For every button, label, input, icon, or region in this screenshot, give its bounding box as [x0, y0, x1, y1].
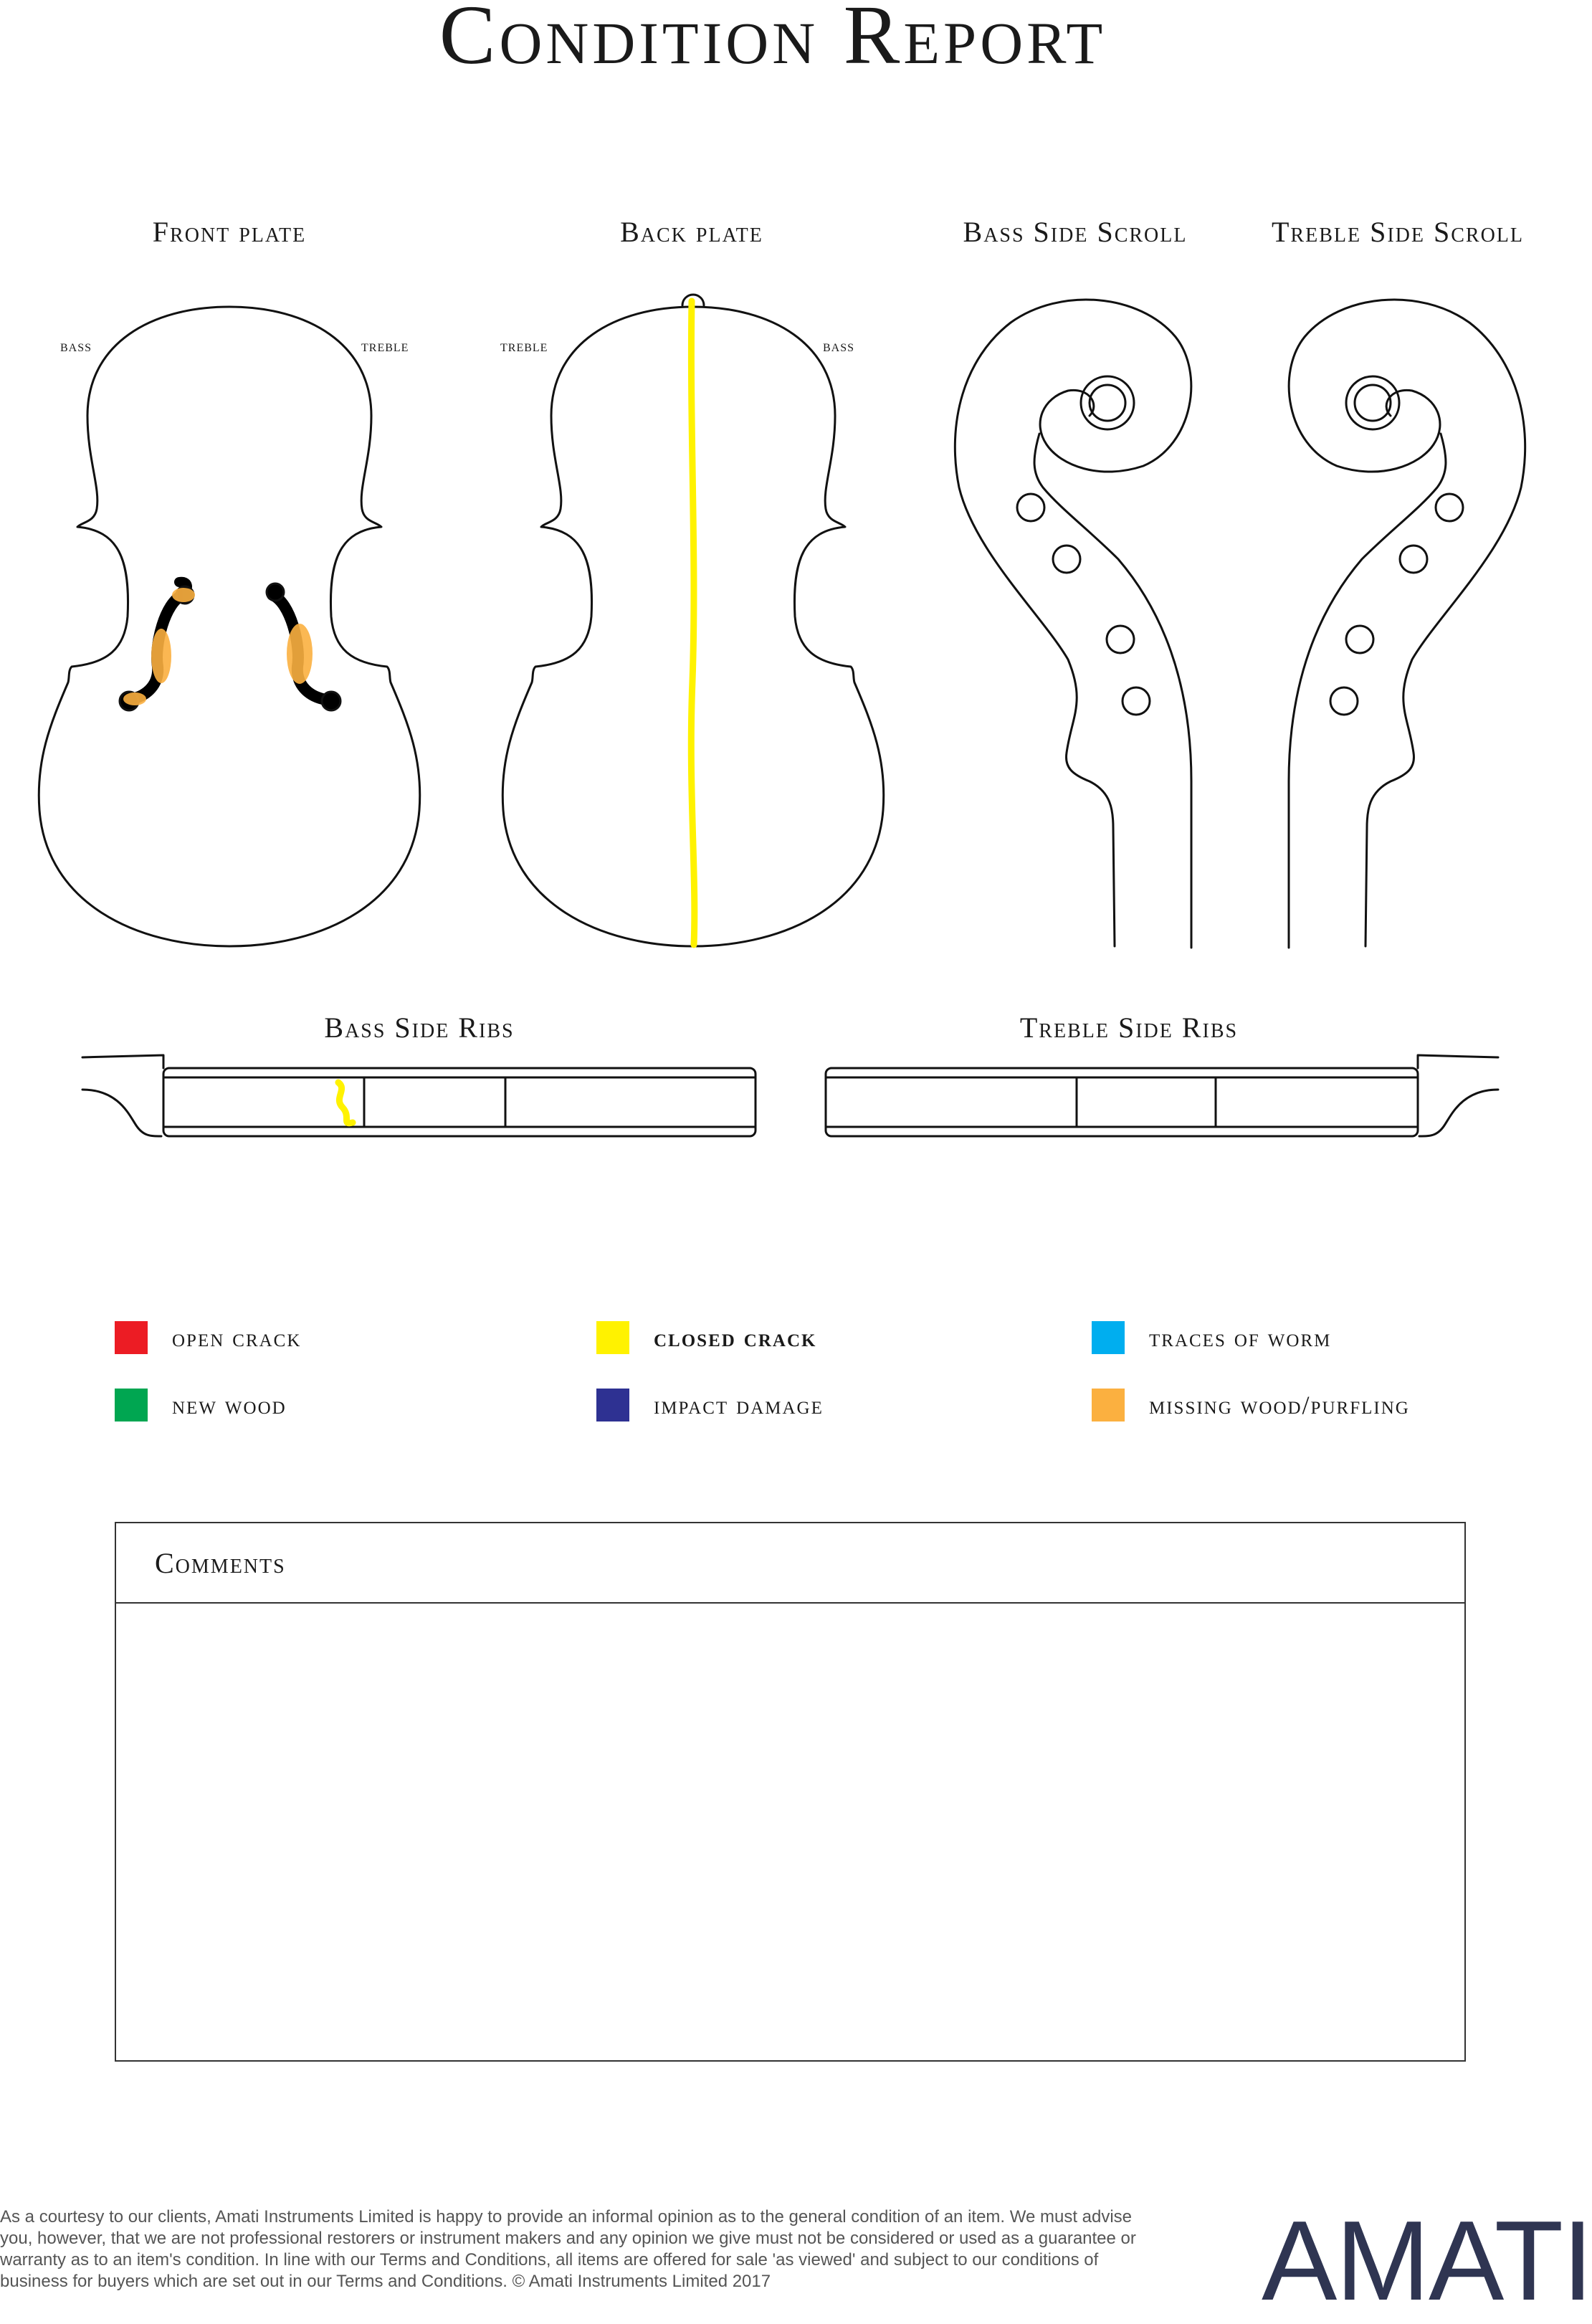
bass-side-ribs-outline [82, 1055, 756, 1136]
amati-logo: AMATI [1262, 2198, 1592, 2324]
legend-missing-wood [1092, 1389, 1410, 1421]
disclaimer-text: As a courtesy to our clients, Amati Instruments Limited is happy to provide an informal opinion as to the general condition of an item. We must advise you, however, that we are not professional restorers or instrument makers and any opinion we give must not be considered or used as a guarantee or warranty as to an item's condition. In line with our Terms and Conditions, all items are offered for sale 'as viewed' and subject to our conditions of business for buyers which are set out in our Terms and Conditions. © Amati Instruments Limited 2017 [0, 2207, 1136, 2291]
treble-side-ribs-label: Treble Side Ribs [1019, 1011, 1239, 1044]
missing-wood-swatch [1092, 1389, 1125, 1421]
bass-side-scroll-label: Bass Side Scroll [963, 216, 1188, 248]
back-treble-label: treble [500, 337, 548, 355]
back-closed-crack [691, 301, 695, 945]
comments-box [115, 1522, 1466, 2062]
legend-new-wood [115, 1389, 287, 1421]
treble-side-scroll-label: Treble Side Scroll [1271, 216, 1524, 248]
legend-traces-of-worm [1092, 1321, 1331, 1354]
front-bass-label: bass [60, 337, 92, 355]
open-crack-label: open crack [172, 1323, 302, 1352]
page-title: Condition Report [439, 0, 1107, 82]
treble-side-ribs-outline [826, 1055, 1498, 1136]
impact-damage-label: impact damage [654, 1391, 824, 1419]
front-plate-outline [39, 307, 420, 946]
bass-side-ribs-label: Bass Side Ribs [324, 1011, 515, 1044]
back-plate-label: Back plate [620, 216, 763, 248]
closed-crack-label: closed crack [654, 1323, 817, 1352]
legend-closed-crack [596, 1321, 816, 1354]
closed-crack-swatch [596, 1321, 629, 1354]
traces-of-worm-swatch [1092, 1321, 1125, 1354]
back-bass-label: bass [823, 337, 855, 355]
legend-impact-damage [596, 1389, 824, 1421]
front-treble-label: treble [361, 337, 409, 355]
new-wood-swatch [115, 1389, 148, 1421]
bass-side-scroll-outline [955, 300, 1191, 948]
comments-field[interactable] [116, 1604, 1464, 2060]
traces-of-worm-label: traces of worm [1149, 1323, 1332, 1352]
legend-open-crack [115, 1321, 301, 1354]
treble-side-scroll-outline [1289, 300, 1525, 948]
new-wood-label: new wood [172, 1391, 287, 1419]
bass-ribs-closed-crack [338, 1082, 353, 1123]
front-plate-label: Front plate [152, 216, 307, 248]
comments-heading: Comments [116, 1523, 1464, 1604]
open-crack-swatch [115, 1321, 148, 1354]
impact-damage-swatch [596, 1389, 629, 1421]
missing-wood-label: missing wood/purfling [1149, 1391, 1410, 1419]
